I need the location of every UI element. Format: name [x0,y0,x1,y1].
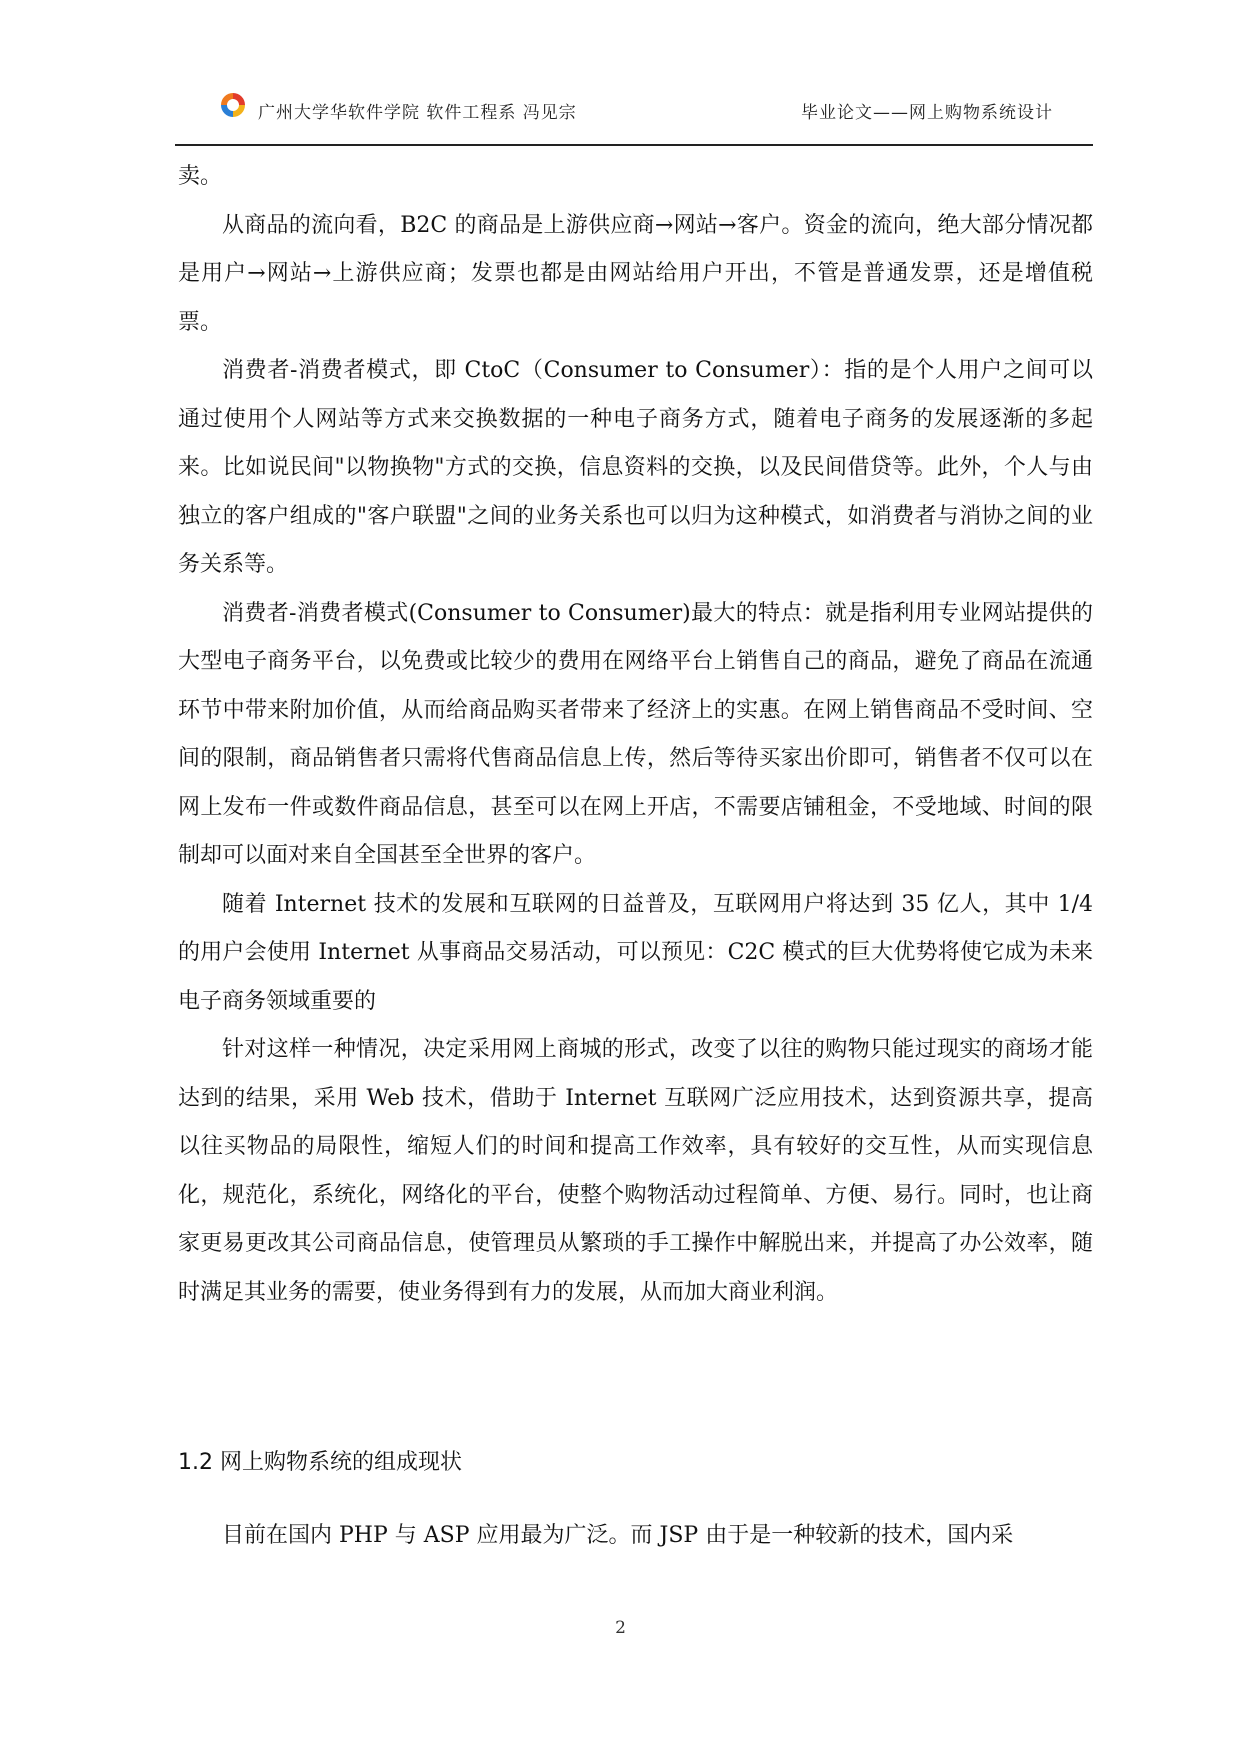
paragraph: 针对这样一种情况，决定采用网上商城的形式，改变了以往的购物只能过现实的商场才能达到的结果，采用 Web 技术，借助于 Internet 互联网广泛应用技术，达到资源共享，提高以往买物品的局限性，缩短人们的时间和提高工作效率，具有较好的交互性，从而实现信息化，规范化，系统化，网络化的平台，使整个购物活动过程简单、方便、易行。同时，也让商家更易更改其公司商品信息，使管理员从繁琐的手工操作中解脱出来，并提高了办公效率，随时满足其业务的需要，使业务得到有力的发展，从而加大商业利润。 [178,1037,1093,1305]
paragraph: 消费者-消费者模式(Consumer to Consumer)最大的特点：就是指利用专业网站提供的大型电子商务平台，以免费或比较少的费用在网络平台上销售自己的商品，避免了商品在流通环节中带来附加价值，从而给商品购买者带来了经济上的实惠。在网上销售商品不受时间、空间的限制，商品销售者只需将代售商品信息上传，然后等待买家出价即可，销售者不仅可以在网上发布一件或数件商品信息，甚至可以在网上开店，不需要店铺租金，不受地域、时间的限制却可以面对来自全国甚至全世界的客户。 [178,600,1093,868]
body-text [178,153,1093,1317]
paragraph: 消费者-消费者模式，即 CtoC（Consumer to Consumer）：指的是个人用户之间可以通过使用个人网站等方式来交换数据的一种电子商务方式，随着电子商务的发展逐渐的多起来。比如说民间"以物换物"方式的交换，信息资料的交换，以及民间借贷等。此外，个人与由独立的客户组成的"客户联盟"之间的业务关系也可以归为这种模式，如消费者与消协之间的业务关系等。 [178,358,1093,577]
header-thesis-title: 毕业论文——网上购物系统设计 [801,103,1053,123]
section-heading: 1.2 网上购物系统的组成现状 [178,1450,462,1475]
page-number: 2 [615,1618,626,1638]
paragraph: 从商品的流向看，B2C 的商品是上游供应商→网站→客户。资金的流向，绝大部分情况都是用户→网站→上游供应商；发票也都是由网站给用户开出，不管是普通发票，还是增值税票。 [178,212,1093,335]
section-body [178,1512,1093,1561]
college-logo-icon [218,90,248,120]
header-school: 广州大学华软件学院 软件工程系 冯见宗 [258,103,577,123]
paragraph: 目前在国内 PHP 与 ASP 应用最为广泛。而 JSP 由于是一种较新的技术，国内采 [222,1523,1014,1548]
paragraph: 随着 Internet 技术的发展和互联网的日益普及，互联网用户将达到 35 亿人，其中 1/4 的用户会使用 Internet 从事商品交易活动，可以预见：C2C 模式的巨大优势将使它成为未来电子商务领域重要的 [178,891,1093,1014]
paragraph-continued: 卖。 [178,164,223,189]
page-header [175,88,1093,146]
